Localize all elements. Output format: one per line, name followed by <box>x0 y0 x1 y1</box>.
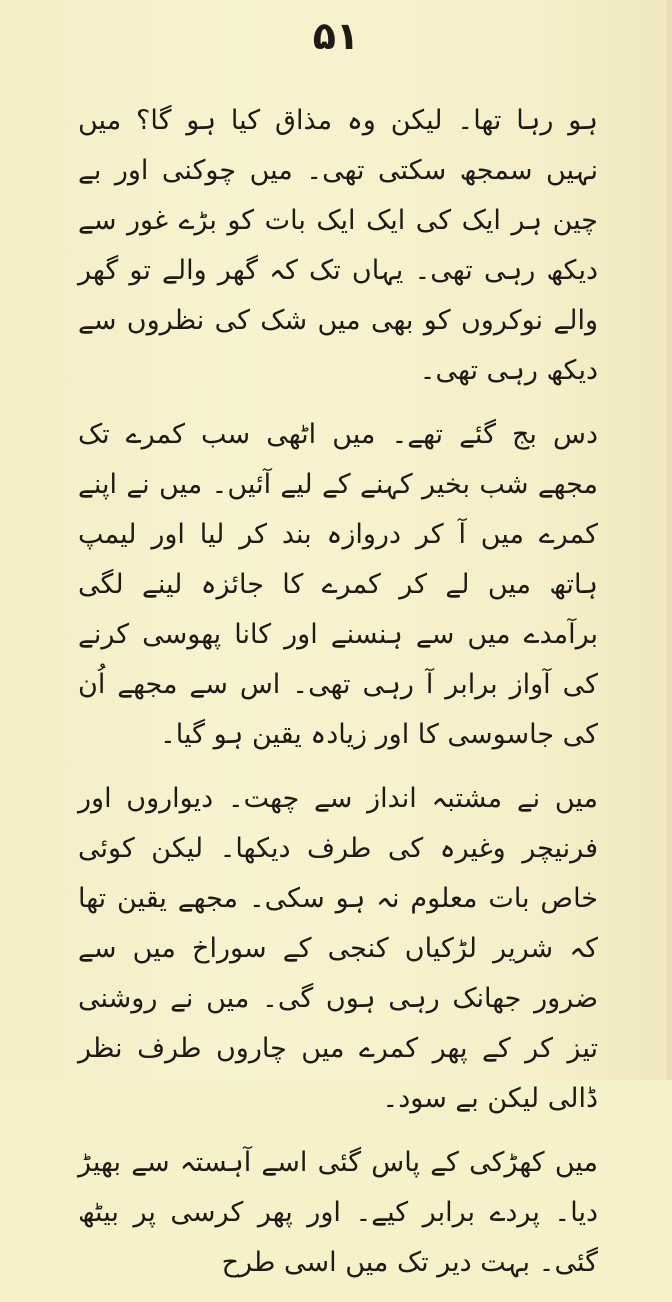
page-number: ۵۱ <box>312 14 360 58</box>
paragraph-2: دس بج گئے تھے۔ میں اٹھی سب کمرے تک مجھے شب بخیر کہنے کے لیے آئیں۔ میں نے اپنے کمرے میں آ کر دروازہ بند کر لیا اور لیمپ ہاتھ میں لے کر کمرے کا جائزہ لینے لگی برآمدے میں سے ہنسنے اور کانا پھوسی کرنے کی آواز برابر آ رہی تھی۔ اس سے مجھے اُن کی جاسوسی کا اور زیادہ یقین ہو گیا۔ <box>78 419 598 750</box>
urdu-text-block <box>78 96 598 1302</box>
paragraph-1: ہو رہا تھا۔ لیکن وہ مذاق کیا ہو گا؟ میں نہیں سمجھ سکتی تھی۔ میں چوکنی اور بے چین ہر ایک کی ایک ایک بات کو بڑے غور سے دیکھ رہی تھی۔ یہاں تک کہ گھر والے تو گھر والے نوکروں کو بھی میں شک کی نظروں سے دیکھ رہی تھی۔ <box>78 105 598 386</box>
page-edge <box>667 0 672 1080</box>
paragraph-3: میں نے مشتبہ انداز سے چھت۔ دیواروں اور فرنیچر وغیرہ کی طرف دیکھا۔ لیکن کوئی خاص بات معلوم نہ ہو سکی۔ مجھے یقین تھا کہ شریر لڑکیاں کنجی کے سوراخ میں سے ضرور جھانک رہی ہوں گی۔ میں نے روشنی تیز کر کے پھر کمرے میں چاروں طرف نظر ڈالی لیکن بے سود۔ <box>78 783 598 1114</box>
paragraph-4: میں کھڑکی کے پاس گئی اسے آہستہ سے بھیڑ دیا۔ پردے برابر کیے۔ اور پھر کرسی پر بیٹھ گئی۔ بہت دیر تک میں اسی طرح <box>78 1147 598 1278</box>
